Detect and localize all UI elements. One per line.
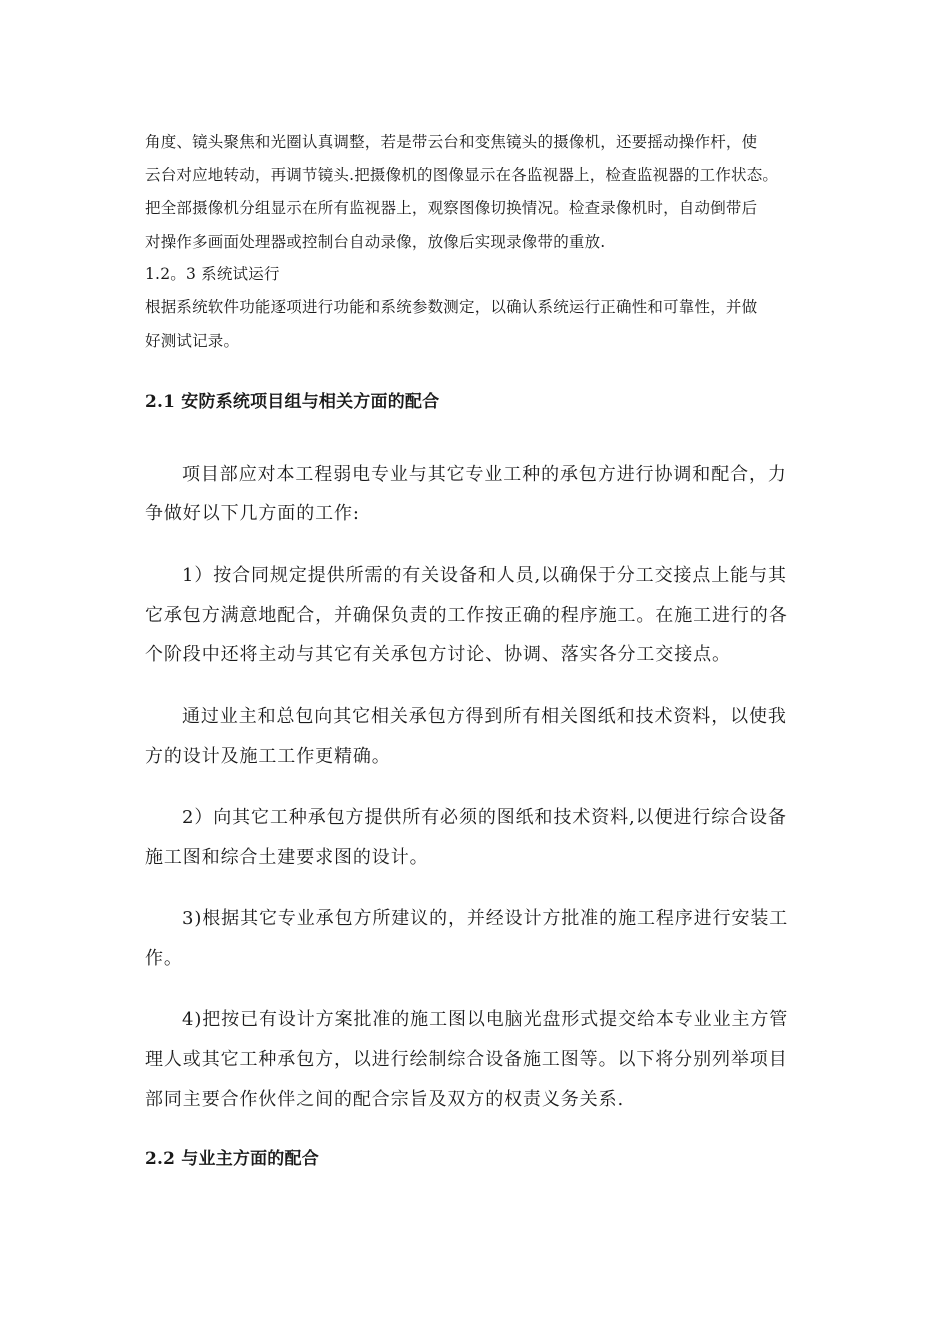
intro-line: 角度、镜头聚焦和光圈认真调整，若是带云台和变焦镜头的摄像机，还要摇动操作杆，使 [145, 133, 758, 151]
paragraph-line: 个阶段中还将主动与其它有关承包方讨论、协调、落实各分工交接点。 [145, 644, 731, 665]
paragraph-line: 通过业主和总包向其它相关承包方得到所有相关图纸和技术资料，以使我 [182, 706, 787, 727]
paragraph-line: 1）按合同规定提供所需的有关设备和人员,以确保于分工交接点上能与其 [182, 565, 787, 586]
section-line: 好测试记录。 [145, 332, 240, 350]
paragraph-line: 3)根据其它专业承包方所建议的，并经设计方批准的施工程序进行安装工 [182, 908, 789, 929]
paragraph-line: 它承包方满意地配合，并确保负责的工作按正确的程序施工。在施工进行的各 [145, 605, 788, 626]
intro-line: 对操作多画面处理器或控制台自动录像，放像后实现录像带的重放. [145, 233, 606, 251]
paragraph-line: 4)把按已有设计方案批准的施工图以电脑光盘形式提交给本专业业主方管 [182, 1009, 789, 1030]
paragraph-line: 项目部应对本工程弱电专业与其它专业工种的承包方进行协调和配合，力 [182, 464, 787, 485]
paragraph-line: 施工图和综合土建要求图的设计。 [145, 847, 429, 868]
paragraph-line: 作。 [145, 948, 183, 969]
paragraph-line: 2）向其它工种承包方提供所有必须的图纸和技术资料,以便进行综合设备 [182, 807, 787, 828]
paragraph-line: 部同主要合作伙伴之间的配合宗旨及双方的权责义务关系. [145, 1089, 625, 1110]
intro-line: 云台对应地转动，再调节镜头.把摄像机的图像显示在各监视器上，检查监视器的工作状态。 [145, 166, 779, 184]
intro-line: 把全部摄像机分组显示在所有监视器上，观察图像切换情况。检查录像机时，自动倒带后 [145, 199, 758, 217]
paragraph-line: 争做好以下几方面的工作: [145, 503, 360, 524]
section-heading: 2.2 与业主方面的配合 [145, 1149, 319, 1169]
paragraph-line: 方的设计及施工工作更精确。 [145, 746, 391, 767]
section-line: 根据系统软件功能逐项进行功能和系统参数测定，以确认系统运行正确性和可靠性，并做 [145, 298, 758, 316]
paragraph-line: 理人或其它工种承包方，以进行绘制综合设备施工图等。以下将分别列举项目 [145, 1049, 788, 1070]
section-heading: 1.2。3 系统试运行 [145, 265, 280, 283]
section-heading: 2.1 安防系统项目组与相关方面的配合 [145, 392, 440, 412]
